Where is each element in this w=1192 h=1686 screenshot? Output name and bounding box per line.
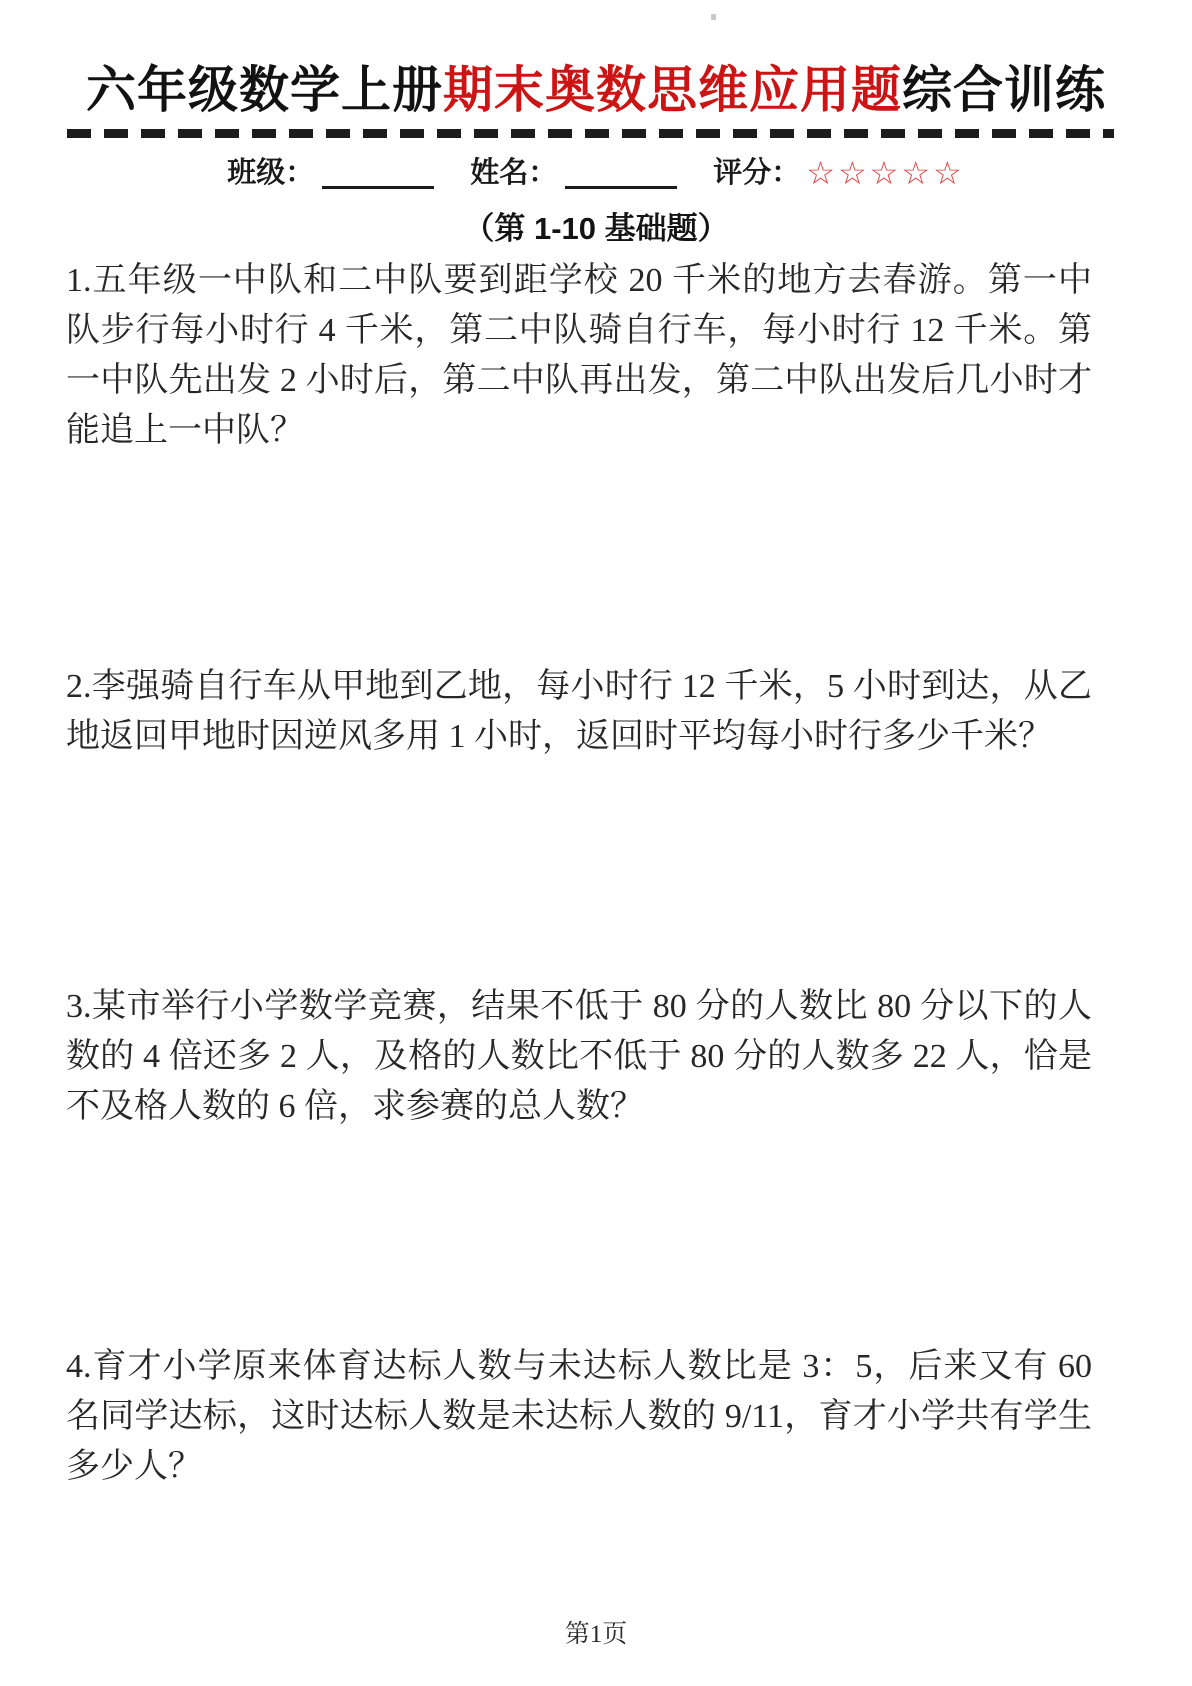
title-dashed-divider [67,129,1114,138]
class-blank-line [322,156,434,189]
page-number: 第1页 [564,1621,628,1648]
student-info-row [0,154,1192,192]
problem-4-text: 4.育才小学原来体育达标人数与未达标人数比是 3：5，后来又有 60 名同学达标，这时达标人数是未达标人数的 9/11，育才小学共有学生多少人？ [66,1348,1092,1485]
problem-2-text: 2.李强骑自行车从甲地到乙地，每小时行 12 千米，5 小时到达，从乙地返回甲地时因逆风多用 1 小时，返回时平均每小时行多少千米？ [66,668,1092,755]
title-segment-accent: 期末奥数思维应用题 [443,62,902,118]
score-label: 评分： [713,157,801,189]
title-segment-left: 六年级数学上册 [86,62,443,118]
title-segment-right: 综合训练 [902,62,1106,118]
name-blank-line [565,156,677,189]
class-label: 班级： [227,157,315,189]
scan-artifact-dot [711,14,716,20]
problem-1-text: 1.五年级一中队和二中队要到距学校 20 千米的地方去春游。第一中队步行每小时行 4 千米，第二中队骑自行车，每小时行 12 千米。第一中队先出发 2 小时后，第二中队再出发，第二中队出发后几小时才能追上一中队？ [66,262,1092,449]
page-title [0,62,1192,118]
name-label: 姓名： [470,157,558,189]
rating-stars: ☆☆☆☆☆ [806,154,965,192]
problem-3-text: 3.某市举行小学数学竞赛，结果不低于 80 分的人数比 80 分以下的人数的 4 倍还多 2 人，及格的人数比不低于 80 分的人数多 22 人，恰是不及格人数的 6 倍，求参赛的总人数？ [66,988,1092,1125]
section-heading: （第 1-10 基础题） [463,211,729,246]
